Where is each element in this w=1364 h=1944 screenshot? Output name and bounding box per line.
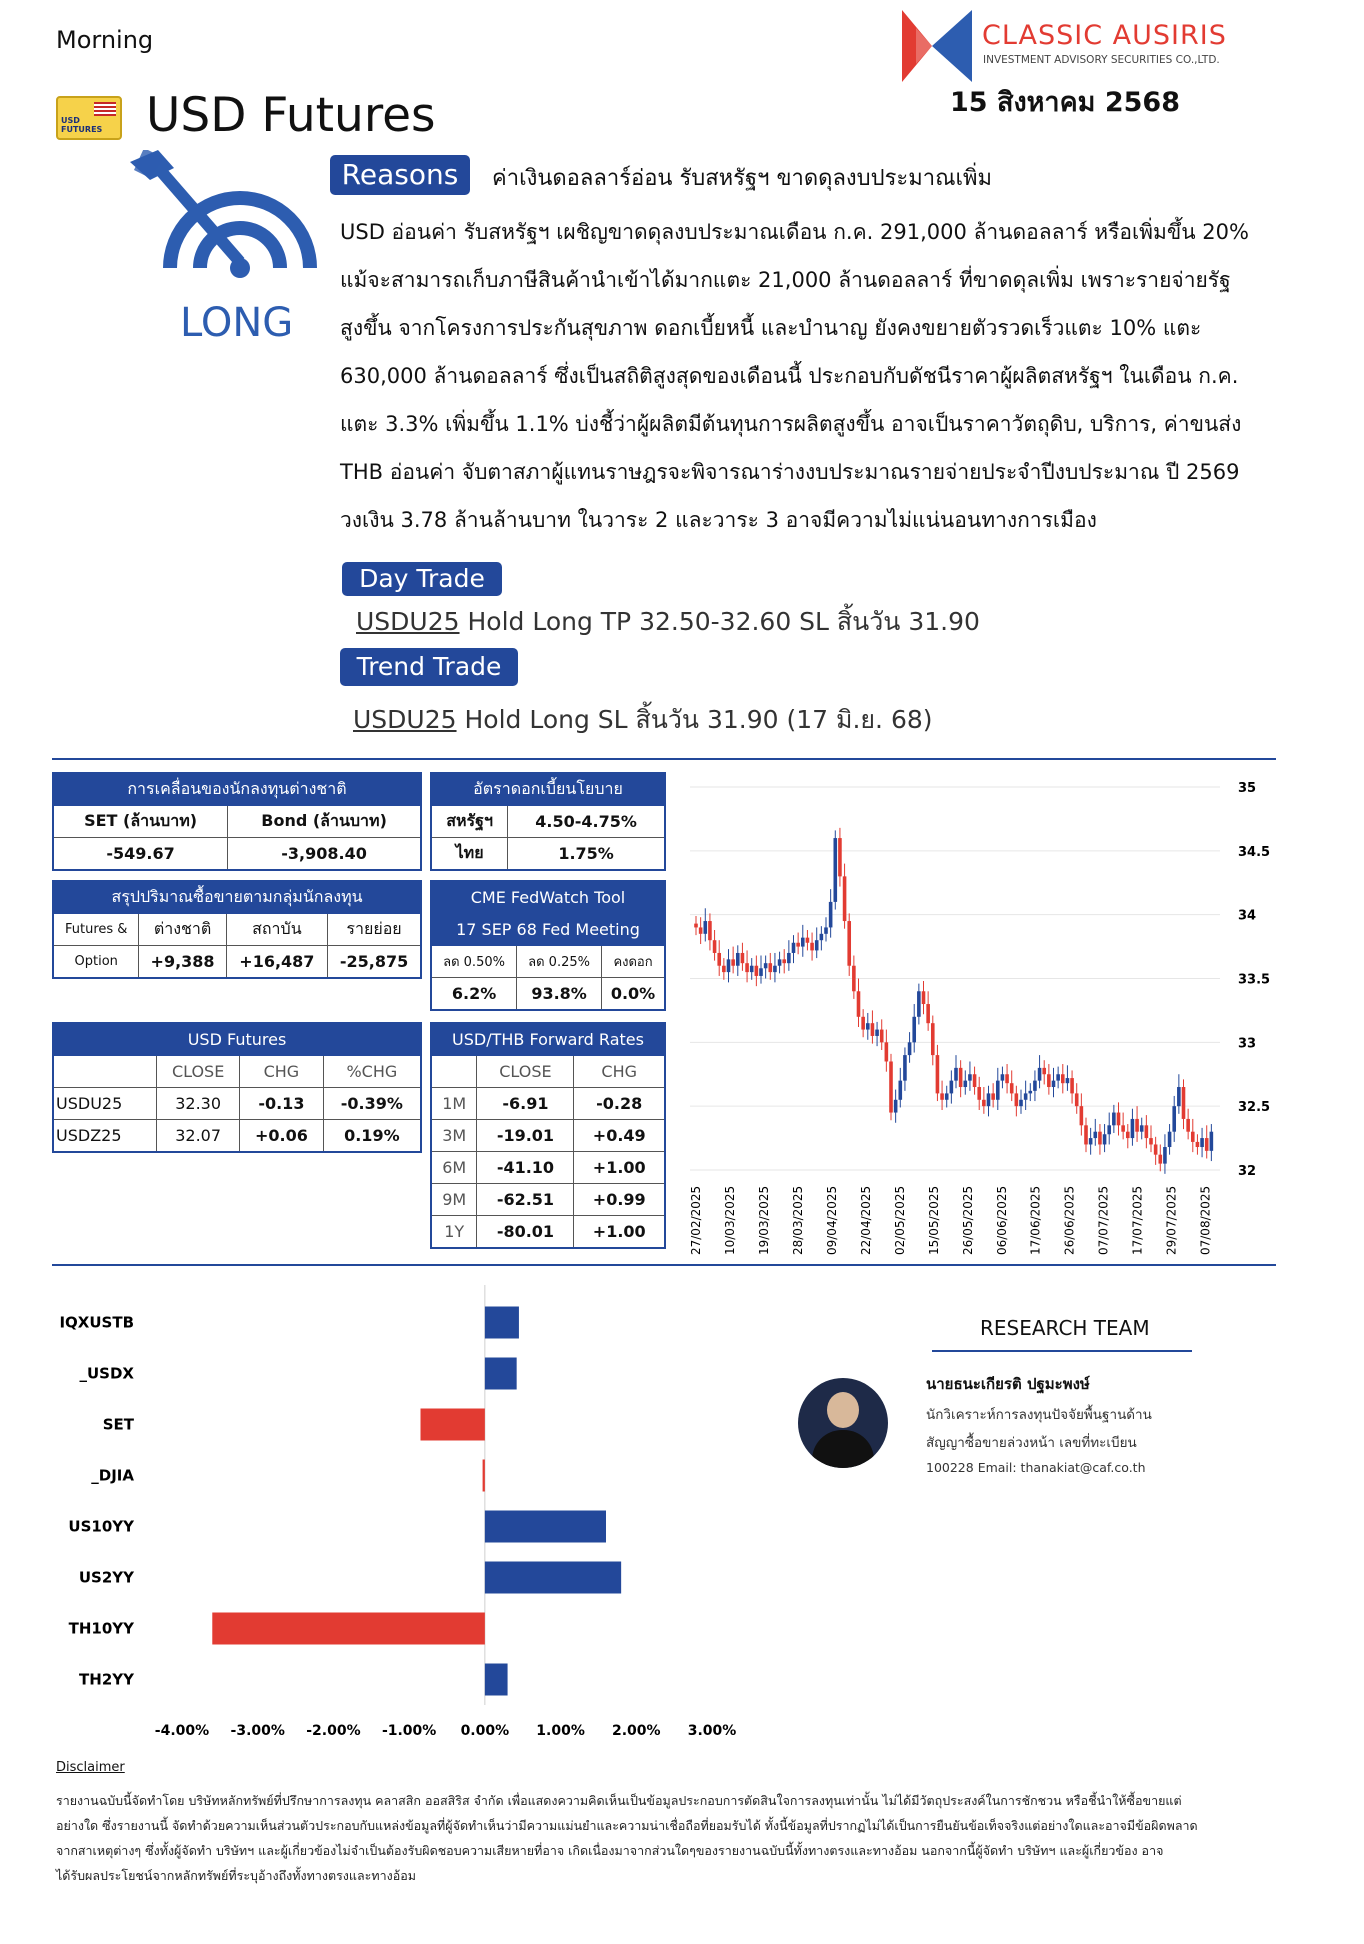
candle-body (824, 927, 828, 933)
bar (485, 1664, 508, 1696)
analyst-contact: 100228 Email: thanakiat@caf.co.th (926, 1460, 1146, 1475)
fedwatch-header: ลด 0.25% (517, 946, 602, 978)
analyst-license: สัญญาซื้อขายล่วงหน้า เลขที่ทะเบียน (926, 1435, 1137, 1451)
candle-body (977, 1087, 981, 1100)
brand-logo (902, 10, 1262, 82)
bar (485, 1562, 621, 1594)
candle-body (843, 876, 847, 921)
usd-futures-title: USD Futures (53, 1023, 421, 1056)
session-label: Morning (56, 26, 154, 54)
bar-category-label: _USDX (79, 1364, 134, 1383)
fedwatch-header: คงดอก (602, 946, 665, 978)
candle-body (1154, 1144, 1158, 1154)
badge-text: USD FUTURES (61, 116, 103, 134)
bar-category-label: TH2YY (79, 1670, 134, 1689)
forward-chg: +1.00 (574, 1152, 665, 1184)
candle-body (940, 1093, 944, 1099)
foreign-flow-value: -549.67 (53, 838, 228, 871)
y-tick-label: 35 (1238, 781, 1257, 796)
usd-futures-price-chart (680, 770, 1280, 1260)
disclaimer-body (56, 1788, 1266, 1888)
forward-tenor: 3M (431, 1120, 477, 1152)
x-tick-label: 28/03/2025 (790, 1185, 805, 1255)
candle-body (852, 966, 856, 992)
usd-futures-pctchg: -0.39% (323, 1088, 421, 1120)
candle-body (778, 959, 782, 965)
candle-body (833, 838, 837, 902)
candle-body (755, 966, 759, 976)
y-tick-label: 32.5 (1238, 1100, 1271, 1116)
x-tick-label: 17/06/2025 (1028, 1185, 1043, 1255)
y-tick-label: 33.5 (1238, 972, 1271, 988)
y-tick-label: 34 (1238, 908, 1257, 924)
bar-category-label: TH10YY (68, 1619, 134, 1638)
candle-body (764, 963, 768, 968)
investor-group-value: +9,388 (139, 946, 226, 979)
usd-futures-close: 32.30 (157, 1088, 240, 1120)
investor-group-table (52, 880, 422, 979)
candle-body (782, 959, 786, 963)
reasons-line: THB อ่อนค่า จับตาสภาผู้แทนราษฎรจะพิจารณาร่างงบประมาณรายจ่ายประจำปีงบประมาณ ปี 2569 (340, 460, 1240, 484)
y-tick-label: 32 (1238, 1164, 1257, 1179)
usd-futures-header: CLOSE (157, 1056, 240, 1088)
page-title: USD Futures (146, 88, 436, 143)
candle-body (880, 1030, 884, 1043)
candle-body (1075, 1093, 1079, 1106)
usd-futures-symbol: USDZ25 (53, 1120, 157, 1153)
y-tick-label: 34.5 (1238, 844, 1271, 860)
avatar-head-icon (827, 1392, 859, 1428)
day-trade-line (356, 602, 980, 642)
candle-body (1010, 1083, 1014, 1093)
candle-body (1052, 1081, 1056, 1087)
candle-body (1080, 1106, 1084, 1125)
forward-rates-header: CLOSE (477, 1056, 574, 1088)
reasons-tag: Reasons (330, 155, 470, 195)
candle-body (954, 1068, 958, 1081)
candle-body (703, 921, 707, 934)
candle-body (963, 1081, 967, 1087)
bar-category-label: _DJIA (91, 1466, 134, 1485)
candle-body (1140, 1125, 1144, 1131)
candle-body (1145, 1125, 1149, 1138)
x-tick-label: 09/04/2025 (824, 1185, 839, 1255)
candle-body (699, 927, 703, 933)
day-trade-symbol[interactable]: USDU25 (356, 607, 460, 636)
x-tick-label: 26/06/2025 (1062, 1185, 1077, 1255)
candle-body (806, 938, 810, 943)
investor-group-header: รายย่อย (328, 914, 421, 946)
forward-rates-title: USD/THB Forward Rates (431, 1023, 665, 1056)
candle-body (1107, 1125, 1111, 1134)
candle-body (787, 953, 791, 963)
disclaimer-line: จากสาเหตุต่างๆ ซึ่งทั้งผู้จัดทำ บริษัทฯ และผู้เกี่ยวข้องไม่จำเป็นต้องรับผิดชอบความเสียหายที่อาจ เกิดเนื่องมาจากส่วนใดๆของรายงานฉบับนี้ทั้งทางตรงและทางอ้อม นอกจากนี้ผู้จัดทำ บริษัทฯ และผู้เกี่ยวข้อง อาจ (56, 1843, 1164, 1858)
badge-flag-icon (94, 102, 116, 116)
bar (212, 1613, 485, 1645)
candle-body (1158, 1155, 1162, 1164)
candle-body (903, 1055, 907, 1081)
candle-body (889, 1061, 893, 1112)
candle-body (1005, 1074, 1009, 1083)
x-tick-label: 06/06/2025 (994, 1185, 1009, 1255)
candle-body (917, 991, 921, 1017)
candle-body (731, 959, 735, 965)
candle-body (968, 1074, 972, 1080)
y-tick-label: 33 (1238, 1036, 1257, 1052)
forward-close: -19.01 (477, 1120, 574, 1152)
policy-rate-value: 4.50-4.75% (508, 806, 665, 838)
brand-subtitle: INVESTMENT ADVISORY SECURITIES CO.,LTD. (983, 54, 1220, 66)
analyst-avatar (798, 1378, 888, 1468)
candle-body (1001, 1074, 1005, 1080)
reasons-body (340, 208, 1340, 544)
x-tick-label: -2.00% (306, 1723, 361, 1739)
x-tick-label: -4.00% (154, 1723, 210, 1739)
forward-tenor: 6M (431, 1152, 477, 1184)
investor-group-label: Option (53, 946, 139, 979)
candle-body (1042, 1068, 1046, 1074)
candle-body (768, 963, 772, 972)
fedwatch-header: ลด 0.50% (431, 946, 517, 978)
candle-body (829, 902, 833, 928)
candle-body (931, 1023, 935, 1055)
candle-body (1084, 1125, 1088, 1144)
candle-body (885, 1042, 889, 1061)
candle-body (991, 1093, 995, 1099)
fedwatch-table (430, 880, 666, 1011)
forward-chg: -0.28 (574, 1088, 665, 1120)
foreign-flow-header: Bond (ล้านบาท) (228, 806, 421, 838)
candle-body (936, 1055, 940, 1093)
foreign-flow-title: การเคลื่อนของนักลงทุนต่างชาติ (53, 773, 421, 806)
candle-body (694, 924, 698, 928)
forward-close: -62.51 (477, 1184, 574, 1216)
candle-body (745, 963, 749, 972)
candle-body (1205, 1138, 1209, 1151)
bar (485, 1358, 517, 1390)
usd-futures-close: 32.07 (157, 1120, 240, 1153)
candle-body (1033, 1081, 1037, 1091)
trend-trade-tag: Trend Trade (340, 648, 518, 686)
x-tick-label: 10/03/2025 (722, 1185, 737, 1255)
brand-mark-icon (902, 10, 972, 82)
day-trade-tag: Day Trade (342, 562, 502, 596)
research-team-title: RESEARCH TEAM (980, 1316, 1150, 1340)
candle-body (741, 953, 745, 963)
candle-body (1024, 1093, 1028, 1099)
research-team-underline (932, 1350, 1192, 1352)
reasons-line: แม้จะสามารถเก็บภาษีสินค้านำเข้าได้มากแตะ 21,000 ล้านดอลลาร์ ที่ขาดดุลเพิ่ม เพราะรายจ่ายรัฐ (340, 268, 1231, 292)
candle-body (759, 968, 763, 976)
candle-body (912, 1017, 916, 1043)
forward-rates-header: CHG (574, 1056, 665, 1088)
target-icon (130, 150, 320, 280)
bar-category-label: IQXUSTB (59, 1313, 134, 1332)
usd-futures-header: CHG (240, 1056, 324, 1088)
x-tick-label: 0.00% (460, 1723, 510, 1739)
bar-category-label: US2YY (78, 1568, 134, 1587)
bar (483, 1460, 485, 1492)
market-change-bar-chart (52, 1285, 772, 1745)
candle-body (898, 1081, 902, 1100)
candle-body (1186, 1119, 1190, 1132)
foreign-flow-header: SET (ล้านบาท) (53, 806, 228, 838)
x-tick-label: 19/03/2025 (756, 1185, 771, 1255)
x-tick-label: 2.00% (611, 1723, 661, 1739)
forward-chg: +0.99 (574, 1184, 665, 1216)
x-tick-label: 07/08/2025 (1198, 1185, 1213, 1255)
x-tick-label: 22/04/2025 (858, 1185, 873, 1255)
candle-body (1103, 1134, 1107, 1144)
trend-trade-line (353, 700, 933, 740)
disclaimer-line: รายงานฉบับนี้จัดทำโดย บริษัทหลักทรัพย์ที่ปรึกษาการลงทุน คลาสสิก ออสสิริส จำกัด เพื่อแสดงความคิดเห็นเป็นข้อมูลประกอบการตัดสินใจการลงทุนเท่านั้น ไม่ได้มีวัตถุประสงค์ในการชักชวน หรือชี้นำให้ซื้อขายแต่ (56, 1793, 1182, 1808)
candle-body (1093, 1132, 1097, 1138)
candle-body (801, 938, 805, 947)
candle-body (1196, 1142, 1200, 1147)
x-tick-label: 27/02/2025 (689, 1185, 703, 1255)
fedwatch-meeting: 17 SEP 68 Fed Meeting (431, 914, 665, 946)
candle-body (1015, 1093, 1019, 1106)
x-tick-label: 07/07/2025 (1096, 1185, 1111, 1255)
policy-rate-value: 1.75% (508, 838, 665, 871)
candle-body (1191, 1132, 1195, 1142)
x-tick-label: 29/07/2025 (1164, 1185, 1179, 1255)
candle-body (736, 953, 740, 966)
x-tick-label: -1.00% (381, 1723, 437, 1739)
candle-body (982, 1100, 986, 1106)
usd-futures-chg: -0.13 (240, 1088, 324, 1120)
reasons-line: 630,000 ล้านดอลลาร์ ซึ่งเป็นสถิติสูงสุดของเดือนนี้ ประกอบกับดัชนีราคาผู้ผลิตสหรัฐฯ ในเดือน ก.ค. (340, 364, 1239, 388)
candle-body (1089, 1138, 1093, 1144)
reasons-line: สูงขึ้น จากโครงการประกันสุขภาพ ดอกเบี้ยหนี้ และบำนาญ ยังคงขยายตัวรวดเร็วแตะ 10% แตะ (340, 316, 1202, 340)
candle-body (717, 953, 721, 966)
investor-group-value: +16,487 (226, 946, 327, 979)
candle-body (894, 1100, 898, 1113)
candle-body (1066, 1078, 1070, 1083)
reasons-line: วงเงิน 3.78 ล้านล้านบาท ในวาระ 2 และวาระ 3 อาจมีความไม่แน่นอนทางการเมือง (340, 508, 1097, 532)
candle-body (922, 991, 926, 1004)
candle-body (1149, 1138, 1153, 1144)
candle-body (1121, 1125, 1125, 1131)
candle-body (908, 1042, 912, 1055)
candle-body (1172, 1106, 1176, 1132)
candle-body (1126, 1132, 1130, 1138)
investor-group-title: สรุปปริมาณซื้อขายตามกลุ่มนักลงทุน (53, 881, 421, 914)
usd-futures-table (52, 1022, 422, 1153)
candle-body (1200, 1138, 1204, 1147)
day-trade-text: Hold Long TP 32.50-32.60 SL สิ้นวัน 31.90 (459, 607, 980, 636)
forward-close: -6.91 (477, 1088, 574, 1120)
x-tick-label: 26/05/2025 (960, 1185, 975, 1255)
candle-body (722, 966, 726, 972)
fedwatch-value: 6.2% (431, 978, 517, 1011)
forward-tenor: 9M (431, 1184, 477, 1216)
forward-close: -41.10 (477, 1152, 574, 1184)
candle-body (815, 940, 819, 950)
policy-rate-table (430, 772, 666, 871)
x-tick-label: -3.00% (230, 1723, 285, 1739)
candle-body (1056, 1074, 1060, 1080)
bar (485, 1307, 519, 1339)
forward-tenor: 1Y (431, 1216, 477, 1249)
candle-body (838, 838, 842, 876)
candle-body (847, 921, 851, 966)
analyst-name: นายธนะเกียรติ ปฐมะพงษ์ (926, 1375, 1090, 1393)
candle-body (708, 921, 712, 940)
investor-group-label: Futures & (53, 914, 139, 946)
trend-trade-symbol[interactable]: USDU25 (353, 705, 457, 734)
candle-body (1163, 1147, 1167, 1164)
usd-futures-symbol: USDU25 (53, 1088, 157, 1120)
investor-group-header: ต่างชาติ (139, 914, 226, 946)
reasons-line: แตะ 3.3% เพิ่มขึ้น 1.1% บ่งชี้ว่าผู้ผลิตมีต้นทุนการผลิตสูงขึ้น อาจเป็นราคาวัตถุดิบ, บริการ, ค่าขนส่ง (340, 412, 1242, 436)
foreign-flow-value: -3,908.40 (228, 838, 421, 871)
candle-body (987, 1093, 991, 1106)
candle-body (1135, 1119, 1139, 1132)
candle-body (713, 940, 717, 953)
candle-body (1028, 1091, 1032, 1094)
candle-body (875, 1030, 879, 1036)
candle-body (727, 959, 731, 972)
usd-futures-pctchg: 0.19% (323, 1120, 421, 1153)
candle-body (750, 966, 754, 972)
section-divider-top (52, 758, 1276, 760)
candle-body (1112, 1113, 1116, 1126)
candle-body (1070, 1078, 1074, 1093)
candle-body (792, 943, 796, 953)
forward-chg: +1.00 (574, 1216, 665, 1249)
candle-body (1047, 1074, 1051, 1087)
candle-body (857, 991, 861, 1017)
disclaimer-line: อย่างใด ซึ่งรายงานนี้ จัดทำด้วยความเห็นส่วนตัวประกอบกับแหล่งข้อมูลที่ผู้จัดทำเห็นว่ามีความแม่นยำและความน่าเชื่อถือที่ยอมรับได้ ทั้งนี้ข้อมูลที่ปรากฏไม่ได้เป็นการยืนยันข้อเท็จจริงแต่อย่างใดและอาจมีข้อผิดพลาด (56, 1818, 1198, 1833)
candle-body (1168, 1132, 1172, 1147)
trend-trade-text: Hold Long SL สิ้นวัน 31.90 (17 มิ.ย. 68) (456, 705, 933, 734)
candle-body (871, 1023, 875, 1036)
fedwatch-title: CME FedWatch Tool (431, 881, 665, 914)
section-divider-mid (52, 1264, 1276, 1266)
forward-rates-table (430, 1022, 666, 1249)
usd-futures-chg: +0.06 (240, 1120, 324, 1153)
candle-body (1019, 1100, 1023, 1106)
policy-rate-country: สหรัฐฯ (431, 806, 508, 838)
candle-body (945, 1093, 949, 1099)
candle-body (926, 1004, 930, 1023)
candle-body (1117, 1113, 1121, 1126)
candle-body (950, 1081, 954, 1094)
candle-body (1131, 1119, 1135, 1138)
investor-group-header: สถาบัน (226, 914, 327, 946)
bar-category-label: SET (102, 1415, 134, 1434)
analyst-role: นักวิเคราะห์การลงทุนปัจจัยพื้นฐานด้าน (926, 1407, 1152, 1423)
x-tick-label: 17/07/2025 (1130, 1185, 1145, 1255)
disclaimer-line: ได้รับผลประโยชน์จากหลักทรัพย์ที่ระบุอ้างถึงทั้งทางตรงและทางอ้อม (56, 1868, 416, 1883)
signal-label: LONG (180, 300, 294, 346)
candle-body (861, 1017, 865, 1030)
x-tick-label: 1.00% (536, 1723, 585, 1739)
policy-rate-title: อัตราดอกเบี้ยนโยบาย (431, 773, 665, 806)
candle-body (1182, 1087, 1186, 1119)
forward-close: -80.01 (477, 1216, 574, 1249)
candle-body (973, 1074, 977, 1087)
candle-body (773, 966, 777, 972)
x-tick-label: 3.00% (687, 1723, 737, 1739)
candle-body (1038, 1068, 1042, 1081)
avatar-body-icon (812, 1430, 874, 1468)
forward-chg: +0.49 (574, 1120, 665, 1152)
candle-body (1098, 1132, 1102, 1145)
forward-tenor: 1M (431, 1088, 477, 1120)
fedwatch-value: 0.0% (602, 978, 665, 1011)
reasons-headline: ค่าเงินดอลลาร์อ่อน รับสหรัฐฯ ขาดดุลงบประมาณเพิ่ม (492, 166, 993, 191)
foreign-flow-table (52, 772, 422, 871)
candle-body (1210, 1132, 1214, 1151)
candle-body (866, 1023, 870, 1029)
investor-group-value: -25,875 (328, 946, 421, 979)
candle-body (959, 1068, 963, 1087)
x-tick-label: 02/05/2025 (892, 1185, 907, 1255)
x-tick-label: 15/05/2025 (926, 1185, 941, 1255)
brand-name: CLASSIC AUSIRIS (982, 20, 1227, 51)
report-date: 15 สิงหาคม 2568 (950, 87, 1181, 118)
reasons-line: USD อ่อนค่า รับสหรัฐฯ เผชิญขาดดุลงบประมาณเดือน ก.ค. 291,000 ล้านดอลลาร์ หรือเพิ่มขึ้น 20% (340, 220, 1249, 244)
candle-body (810, 943, 814, 951)
candle-body (1177, 1087, 1181, 1106)
candle-body (820, 934, 824, 940)
bar-category-label: US10YY (68, 1517, 134, 1536)
candle-body (996, 1081, 1000, 1100)
policy-rate-country: ไทย (431, 838, 508, 871)
candle-body (1061, 1074, 1065, 1083)
bar (421, 1409, 485, 1441)
disclaimer-title: Disclaimer (56, 1760, 125, 1775)
usd-futures-header: %CHG (323, 1056, 421, 1088)
bar (485, 1511, 606, 1543)
usd-futures-badge (56, 96, 122, 140)
candle-body (796, 943, 800, 947)
fedwatch-value: 93.8% (517, 978, 602, 1011)
